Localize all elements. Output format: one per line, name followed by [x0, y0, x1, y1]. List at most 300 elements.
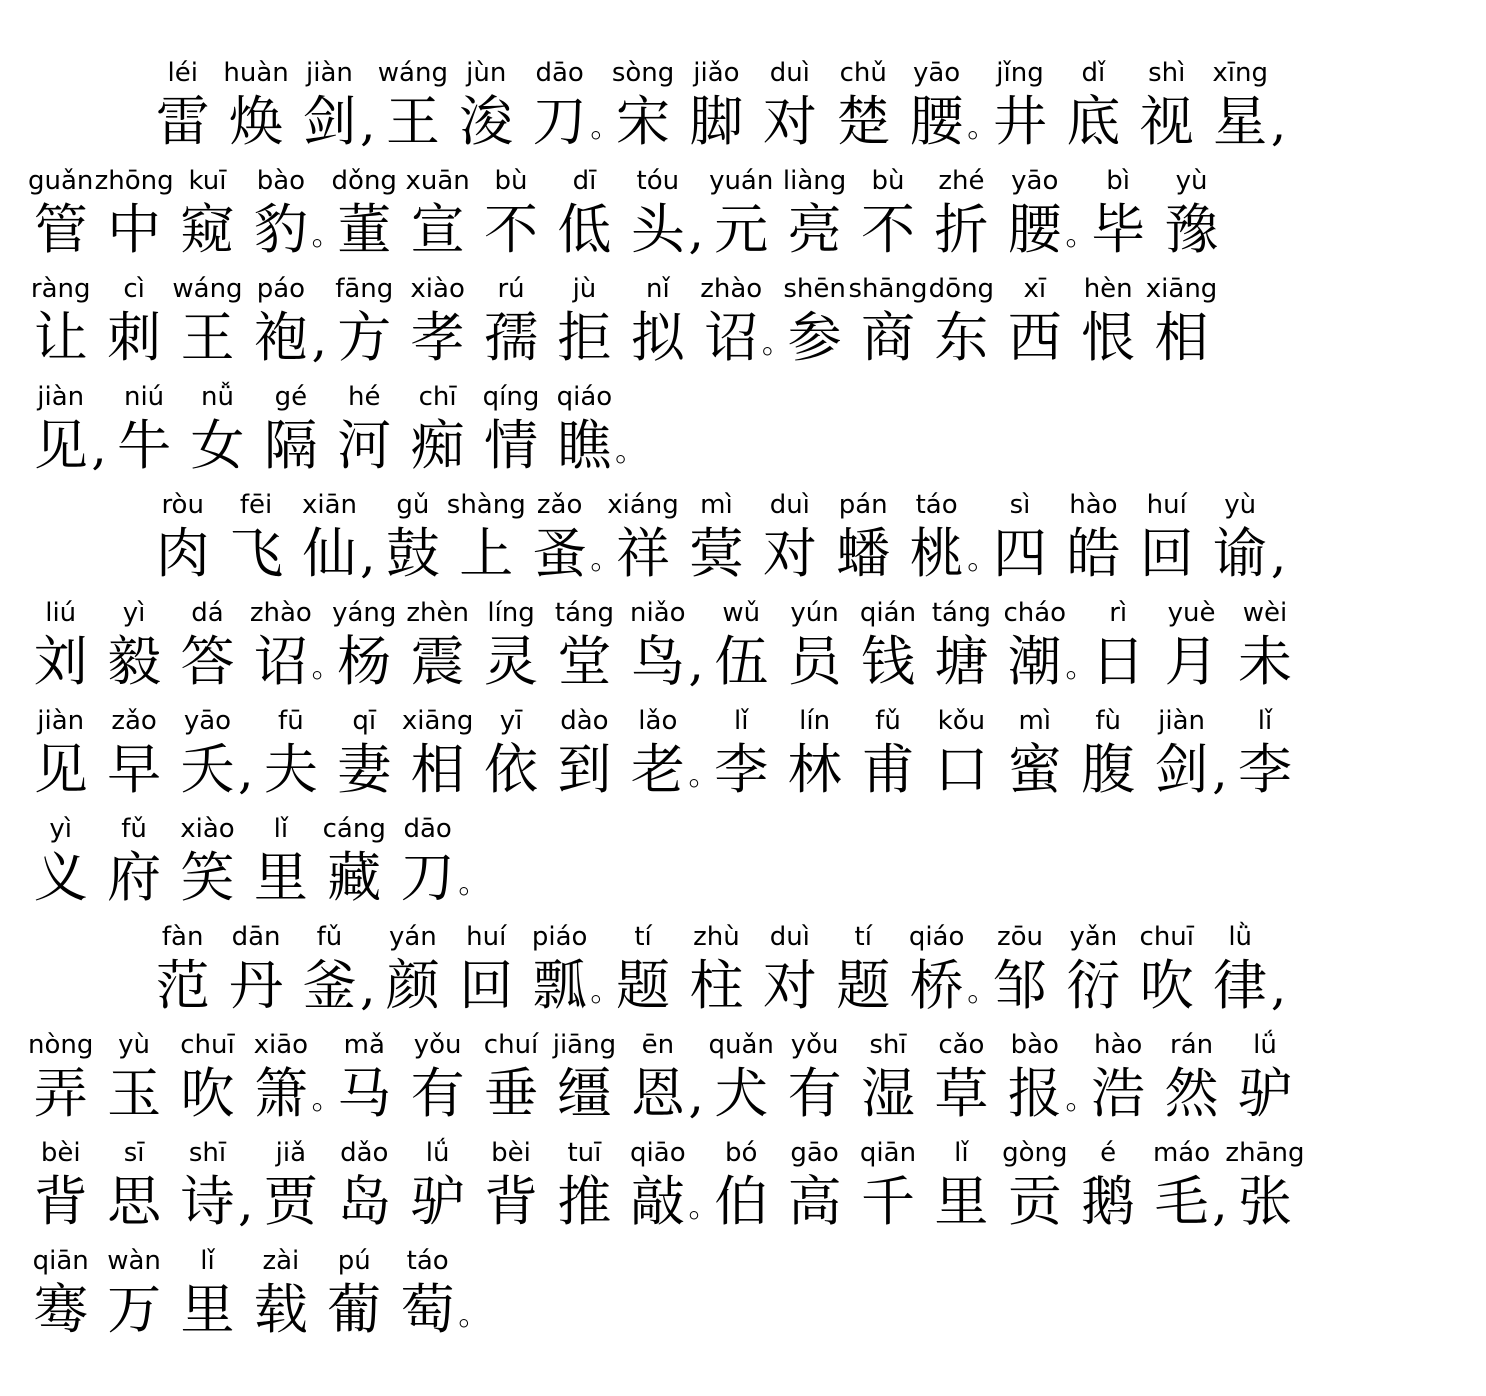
hanzi: 痴	[410, 414, 465, 477]
hanzi: 律	[1213, 954, 1268, 1017]
punctuation: 。	[967, 542, 998, 577]
text-line	[24, 370, 1464, 478]
hanzi: 骞	[33, 1278, 88, 1341]
comma-mark	[360, 522, 376, 586]
hanzi-with-pinyin	[1081, 596, 1154, 694]
hanzi: 震	[410, 630, 465, 693]
hanzi: 题	[616, 954, 671, 1017]
pinyin: gé	[274, 382, 308, 412]
hanzi: 杨	[337, 630, 392, 693]
hanzi-with-pinyin	[244, 1244, 317, 1342]
punctuation: 。	[688, 758, 719, 793]
hanzi: 孝	[410, 306, 465, 369]
hanzi: 井	[992, 90, 1047, 153]
pinyin: táo	[406, 1246, 449, 1276]
pinyin: gǔ	[396, 490, 430, 520]
hanzi-with-pinyin	[24, 1028, 97, 1126]
hanzi-with-pinyin	[695, 272, 768, 370]
pinyin: zōu	[996, 922, 1044, 952]
hanzi-with-pinyin	[925, 704, 998, 802]
hanzi: 垂	[484, 1062, 539, 1125]
hanzi: 仙	[302, 522, 357, 585]
period-mark	[311, 630, 342, 694]
hanzi-with-pinyin	[983, 56, 1056, 154]
hanzi-with-pinyin	[778, 1028, 851, 1126]
comma-mark	[1212, 1170, 1228, 1234]
punctuation: ,	[688, 1068, 704, 1124]
hanzi: 夭	[180, 738, 235, 801]
pinyin: zài	[262, 1246, 300, 1276]
pinyin: tóu	[636, 166, 680, 196]
hanzi-with-pinyin	[181, 380, 254, 478]
hanzi: 潮	[1007, 630, 1062, 693]
pinyin: chuí	[483, 1030, 539, 1060]
hanzi-with-pinyin	[254, 380, 327, 478]
pinyin: jùn	[466, 58, 507, 88]
pinyin: hào	[1094, 1030, 1143, 1060]
hanzi-with-pinyin	[328, 272, 401, 370]
hanzi-with-pinyin	[548, 704, 621, 802]
pinyin: duì	[769, 922, 810, 952]
hanzi: 依	[484, 738, 539, 801]
hanzi: 雷	[155, 90, 210, 153]
hanzi: 肉	[155, 522, 210, 585]
hanzi: 腰	[909, 90, 964, 153]
hanzi-with-pinyin	[998, 704, 1071, 802]
pinyin: lǐ	[733, 706, 749, 736]
hanzi-with-pinyin	[474, 380, 547, 478]
hanzi-with-pinyin	[778, 704, 851, 802]
hanzi: 颜	[385, 954, 440, 1017]
hanzi-with-pinyin	[24, 704, 97, 802]
hanzi: 衍	[1066, 954, 1121, 1017]
pinyin: lǐ	[1257, 706, 1273, 736]
punctuation: ,	[1270, 960, 1287, 1016]
hanzi-with-pinyin	[548, 164, 621, 262]
hanzi-with-pinyin	[328, 1028, 401, 1126]
hanzi-with-pinyin	[851, 164, 924, 262]
hanzi: 刘	[33, 630, 88, 693]
pinyin: rì	[1109, 598, 1128, 628]
hanzi: 西	[1007, 306, 1062, 369]
hanzi: 未	[1237, 630, 1292, 693]
pinyin: qíng	[482, 382, 540, 412]
pinyin: nòng	[28, 1030, 94, 1060]
punctuation: 。	[761, 326, 792, 361]
hanzi-with-pinyin	[97, 812, 170, 910]
hanzi: 隔	[263, 414, 318, 477]
pinyin: fàn	[161, 922, 204, 952]
pinyin: bèi	[40, 1138, 81, 1168]
punctuation: 。	[1065, 650, 1096, 685]
hanzi: 刺	[107, 306, 162, 369]
pinyin: ēn	[641, 1030, 675, 1060]
text-line	[24, 1126, 1464, 1234]
pinyin: fēi	[239, 490, 273, 520]
hanzi-with-pinyin	[171, 1244, 244, 1342]
period-mark	[590, 90, 621, 154]
period-mark	[311, 1062, 342, 1126]
punctuation: 。	[590, 974, 621, 1009]
hanzi: 高	[787, 1170, 842, 1233]
pinyin: kǒu	[937, 706, 986, 736]
pinyin: shī	[188, 1138, 227, 1168]
period-mark	[590, 954, 621, 1018]
hanzi: 恩	[630, 1062, 685, 1125]
pinyin: shì	[1148, 58, 1186, 88]
hanzi: 日	[1091, 630, 1146, 693]
hanzi: 驴	[410, 1170, 465, 1233]
hanzi-with-pinyin	[1145, 704, 1218, 802]
hanzi-with-pinyin	[548, 380, 621, 478]
pinyin: wèi	[1242, 598, 1288, 628]
text-line	[24, 1018, 1464, 1126]
hanzi-with-pinyin	[244, 272, 317, 370]
pinyin: xīng	[1212, 58, 1268, 88]
hanzi-with-pinyin	[24, 380, 97, 478]
pinyin: yāo	[1011, 166, 1059, 196]
hanzi: 焕	[229, 90, 284, 153]
pinyin: jiǎ	[275, 1138, 307, 1168]
pinyin: nǐ	[645, 274, 670, 304]
pinyin: xiāng	[401, 706, 474, 736]
pinyin: yuán	[709, 166, 774, 196]
hanzi: 李	[1237, 738, 1292, 801]
pinyin: jiàn	[37, 382, 85, 412]
hanzi: 蚤	[532, 522, 587, 585]
pinyin: táng	[554, 598, 614, 628]
hanzi: 万	[107, 1278, 162, 1341]
hanzi: 瞧	[557, 414, 612, 477]
hanzi-with-pinyin	[848, 272, 928, 370]
hanzi-with-pinyin	[219, 56, 292, 154]
pinyin: bào	[1010, 1030, 1059, 1060]
hanzi-with-pinyin	[97, 272, 170, 370]
period-mark	[967, 954, 998, 1018]
hanzi-with-pinyin	[1155, 1028, 1228, 1126]
hanzi: 有	[787, 1062, 842, 1125]
pinyin: nǚ	[200, 382, 234, 412]
hanzi-with-pinyin	[705, 704, 778, 802]
period-mark	[761, 306, 792, 370]
period-mark	[967, 90, 998, 154]
hanzi: 腰	[1007, 198, 1062, 261]
pinyin: chǔ	[839, 58, 887, 88]
pinyin: fǔ	[316, 922, 343, 952]
hanzi: 口	[934, 738, 989, 801]
hanzi-with-pinyin	[474, 704, 547, 802]
hanzi: 千	[860, 1170, 915, 1233]
pinyin: jiǎo	[693, 58, 740, 88]
hanzi: 毅	[107, 630, 162, 693]
punctuation: ,	[238, 1176, 254, 1232]
punctuation: 。	[458, 1298, 489, 1333]
hanzi: 缰	[557, 1062, 612, 1125]
hanzi-with-pinyin	[851, 1136, 924, 1234]
pinyin: chuī	[1139, 922, 1195, 952]
pinyin: dāo	[403, 814, 452, 844]
pinyin: yán	[388, 922, 437, 952]
comma-mark	[360, 954, 376, 1018]
pinyin: niǎo	[630, 598, 686, 628]
hanzi: 见	[33, 738, 88, 801]
hanzi: 吹	[1139, 954, 1194, 1017]
hanzi: 诗	[180, 1170, 235, 1233]
hanzi-with-pinyin	[1057, 56, 1130, 154]
hanzi: 蓂	[689, 522, 744, 585]
hanzi: 玉	[107, 1062, 162, 1125]
pinyin: tí	[854, 922, 872, 952]
hanzi-with-pinyin	[606, 920, 679, 1018]
pinyin: páo	[256, 274, 306, 304]
hanzi: 豹	[253, 198, 308, 261]
text-line	[24, 262, 1464, 370]
hanzi: 贾	[263, 1170, 318, 1233]
pinyin: táo	[915, 490, 958, 520]
hanzi-with-pinyin	[778, 596, 851, 694]
pinyin: bù	[494, 166, 528, 196]
pinyin: tuī	[567, 1138, 602, 1168]
hanzi-with-pinyin	[401, 1028, 474, 1126]
punctuation: 。	[1065, 218, 1096, 253]
hanzi: 桃	[909, 522, 964, 585]
hanzi: 钱	[860, 630, 915, 693]
pinyin: quǎn	[708, 1030, 774, 1060]
hanzi-with-pinyin	[219, 920, 292, 1018]
hanzi-with-pinyin	[1155, 596, 1228, 694]
pinyin: zǎo	[111, 706, 157, 736]
pinyin: jiàn	[306, 58, 353, 88]
pinyin: bó	[725, 1138, 758, 1168]
hanzi: 湿	[860, 1062, 915, 1125]
hanzi-with-pinyin	[328, 1136, 401, 1234]
comma-mark	[1270, 522, 1287, 586]
hanzi-with-pinyin	[1203, 488, 1276, 586]
hanzi: 牛	[117, 414, 172, 477]
hanzi: 老	[630, 738, 685, 801]
hanzi-with-pinyin	[827, 56, 900, 154]
period-mark	[1065, 1062, 1096, 1126]
punctuation: ,	[311, 312, 327, 368]
hanzi: 剑	[302, 90, 357, 153]
hanzi: 情	[484, 414, 539, 477]
period-mark	[311, 198, 342, 262]
pinyin: piáo	[531, 922, 588, 952]
pinyin: huàn	[223, 58, 289, 88]
hanzi: 剑	[1154, 738, 1209, 801]
hanzi: 里	[180, 1278, 235, 1341]
hanzi-with-pinyin	[998, 1028, 1071, 1126]
punctuation: 。	[590, 542, 621, 577]
pinyin: jǐng	[996, 58, 1044, 88]
hanzi: 鹅	[1081, 1170, 1136, 1233]
hanzi: 见	[33, 414, 88, 477]
hanzi: 夫	[263, 738, 318, 801]
pinyin: shàng	[446, 490, 526, 520]
pinyin: hèn	[1083, 274, 1133, 304]
hanzi-with-pinyin	[97, 596, 170, 694]
hanzi: 萄	[400, 1278, 455, 1341]
hanzi-with-pinyin	[244, 164, 317, 262]
hanzi: 柱	[689, 954, 744, 1017]
punctuation: ,	[360, 96, 376, 152]
pinyin: fāng	[335, 274, 394, 304]
hanzi-with-pinyin	[318, 1244, 391, 1342]
hanzi: 题	[836, 954, 891, 1017]
hanzi: 宣	[410, 198, 465, 261]
hanzi: 相	[1154, 306, 1209, 369]
hanzi: 鼓	[385, 522, 440, 585]
hanzi-with-pinyin	[925, 272, 998, 370]
hanzi: 鸟	[630, 630, 685, 693]
hanzi-with-pinyin	[171, 272, 244, 370]
hanzi-with-pinyin	[391, 812, 464, 910]
hanzi-with-pinyin	[171, 164, 244, 262]
pinyin: bù	[871, 166, 905, 196]
hanzi: 底	[1066, 90, 1121, 153]
hanzi-with-pinyin	[376, 488, 449, 586]
hanzi-with-pinyin	[97, 1028, 170, 1126]
period-mark	[688, 1170, 719, 1234]
text-line	[24, 154, 1464, 262]
pinyin: yáng	[332, 598, 397, 628]
comma-mark	[1212, 738, 1228, 802]
hanzi-with-pinyin	[900, 56, 973, 154]
pinyin: jù	[572, 274, 597, 304]
hanzi: 有	[410, 1062, 465, 1125]
pinyin: fǔ	[875, 706, 901, 736]
hanzi: 方	[337, 306, 392, 369]
pinyin: pú	[337, 1246, 371, 1276]
hanzi: 丹	[229, 954, 284, 1017]
punctuation: ,	[1270, 96, 1287, 152]
hanzi-with-pinyin	[376, 920, 449, 1018]
hanzi: 不	[484, 198, 539, 261]
pinyin: huí	[1146, 490, 1187, 520]
hanzi-with-pinyin	[1145, 1136, 1218, 1234]
text-line	[24, 802, 1464, 910]
hanzi: 女	[190, 414, 245, 477]
hanzi-with-pinyin	[925, 596, 998, 694]
pinyin: wàn	[107, 1246, 161, 1276]
hanzi: 府	[107, 846, 162, 909]
text-line	[24, 1234, 1464, 1342]
punctuation: ,	[238, 744, 254, 800]
hanzi-with-pinyin	[450, 56, 523, 154]
hanzi-with-pinyin	[621, 1136, 694, 1234]
hanzi-with-pinyin	[548, 596, 621, 694]
hanzi-with-pinyin	[146, 488, 219, 586]
pinyin: lín	[799, 706, 831, 736]
pinyin: dào	[560, 706, 609, 736]
hanzi-with-pinyin	[474, 164, 547, 262]
pinyin: hào	[1069, 490, 1118, 520]
hanzi: 视	[1139, 90, 1194, 153]
hanzi: 妻	[337, 738, 392, 801]
period-mark	[458, 1278, 489, 1342]
pinyin: lǘ	[1253, 1030, 1277, 1060]
hanzi-with-pinyin	[293, 920, 366, 1018]
pinyin: xiào	[180, 814, 235, 844]
hanzi-with-pinyin	[171, 1136, 244, 1234]
pinyin: xuān	[405, 166, 470, 196]
hanzi: 脚	[689, 90, 744, 153]
pinyin: liú	[45, 598, 77, 628]
hanzi: 恨	[1081, 306, 1136, 369]
pinyin: bèi	[491, 1138, 531, 1168]
punctuation: ,	[1212, 744, 1228, 800]
pinyin: liàng	[782, 166, 847, 196]
pinyin: zhèn	[406, 598, 469, 628]
hanzi-with-pinyin	[778, 272, 851, 370]
pinyin: gòng	[1002, 1138, 1068, 1168]
hanzi-with-pinyin	[548, 1028, 621, 1126]
hanzi: 相	[410, 738, 465, 801]
hanzi-with-pinyin	[705, 1028, 778, 1126]
pinyin: jiàn	[1158, 706, 1205, 736]
punctuation: 。	[311, 218, 342, 253]
hanzi: 塘	[934, 630, 989, 693]
hanzi-with-pinyin	[1228, 1028, 1301, 1126]
hanzi: 伍	[714, 630, 769, 693]
pinyin: tí	[634, 922, 652, 952]
hanzi: 拒	[557, 306, 612, 369]
pinyin: yǒu	[790, 1030, 839, 1060]
hanzi-with-pinyin	[97, 704, 170, 802]
hanzi: 对	[762, 90, 817, 153]
pinyin: mǎ	[343, 1030, 385, 1060]
comma-mark	[360, 90, 376, 154]
hanzi: 甫	[860, 738, 915, 801]
hanzi: 贡	[1007, 1170, 1062, 1233]
hanzi-with-pinyin	[900, 920, 973, 1018]
hanzi: 谕	[1213, 522, 1268, 585]
hanzi-with-pinyin	[171, 1028, 244, 1126]
pinyin: qiāo	[630, 1138, 686, 1168]
hanzi: 管	[33, 198, 88, 261]
pinyin: yuè	[1167, 598, 1216, 628]
pinyin: líng	[487, 598, 535, 628]
hanzi: 回	[459, 954, 514, 1017]
punctuation: ,	[360, 960, 376, 1016]
hanzi-with-pinyin	[1081, 1028, 1154, 1126]
hanzi: 推	[557, 1170, 612, 1233]
hanzi: 驴	[1237, 1062, 1292, 1125]
period-mark	[590, 522, 621, 586]
hanzi-with-pinyin	[983, 920, 1056, 1018]
hanzi: 参	[787, 306, 842, 369]
hanzi-with-pinyin	[621, 272, 694, 370]
hanzi-with-pinyin	[244, 596, 317, 694]
hanzi: 敲	[630, 1170, 685, 1233]
hanzi: 张	[1237, 1170, 1292, 1233]
punctuation: ,	[360, 528, 376, 584]
hanzi: 里	[253, 846, 308, 909]
pinyin: rán	[1170, 1030, 1214, 1060]
hanzi-with-pinyin	[1081, 164, 1154, 262]
hanzi-with-pinyin	[705, 164, 778, 262]
hanzi-with-pinyin	[523, 56, 596, 154]
comma-mark	[238, 738, 254, 802]
hanzi-with-pinyin	[1145, 272, 1218, 370]
pinyin: sī	[123, 1138, 145, 1168]
pinyin: xiāo	[253, 1030, 309, 1060]
pinyin: yāo	[183, 706, 232, 736]
hanzi: 吹	[180, 1062, 235, 1125]
hanzi-with-pinyin	[998, 164, 1071, 262]
hanzi: 葡	[327, 1278, 382, 1341]
period-mark	[967, 522, 998, 586]
